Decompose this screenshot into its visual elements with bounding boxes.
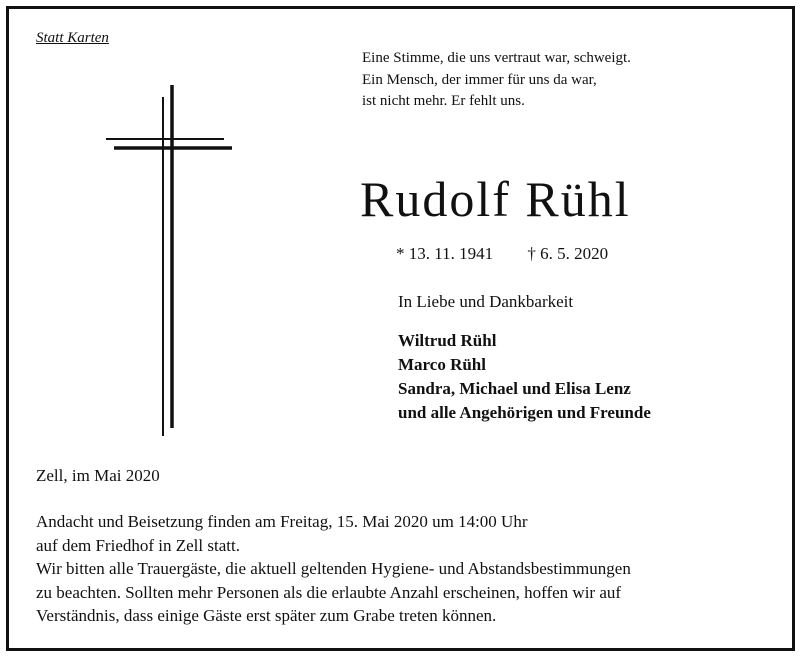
service-line: Verständnis, dass einige Gäste erst später zum Grabe treten können. — [36, 606, 497, 625]
deceased-name: Rudolf Rühl — [360, 171, 631, 227]
service-line: zu beachten. Sollten mehr Personen als die erlaubte Anzahl erscheinen, hoffen wir auf — [36, 582, 622, 602]
signer: Marco Rühl — [398, 355, 486, 374]
signer: Sandra, Michael und Elisa Lenz — [398, 379, 631, 398]
service-info — [36, 510, 631, 628]
death-date: † 6. 5. 2020 — [527, 244, 609, 263]
place-date: Zell, im Mai 2020 — [36, 466, 160, 485]
signer: und alle Angehörigen und Freunde — [398, 403, 651, 422]
poem-line: Eine Stimme, die uns vertraut war, schweigt. — [362, 50, 631, 66]
service-line: Wir bitten alle Trauergäste, die aktuell geltenden Hygiene- und Abstandsbestimmungen — [36, 559, 631, 578]
header-note: Statt Karten — [36, 30, 109, 46]
signer: Wiltrud Rühl — [398, 331, 497, 350]
poem-line: ist nicht mehr. Er fehlt uns. — [362, 93, 525, 109]
life-dates — [396, 244, 608, 264]
birth-date: * 13. 11. 1941 — [396, 244, 494, 263]
thanks-line: In Liebe und Dankbarkeit — [398, 292, 574, 311]
signers-list — [398, 329, 651, 425]
poem-line: Ein Mensch, der immer für uns da war, — [362, 71, 597, 88]
service-line: Andacht und Beisetzung finden am Freitag, 15. Mai 2020 um 14:00 Uhr — [36, 512, 528, 531]
service-line: auf dem Friedhof in Zell statt. — [36, 535, 240, 555]
